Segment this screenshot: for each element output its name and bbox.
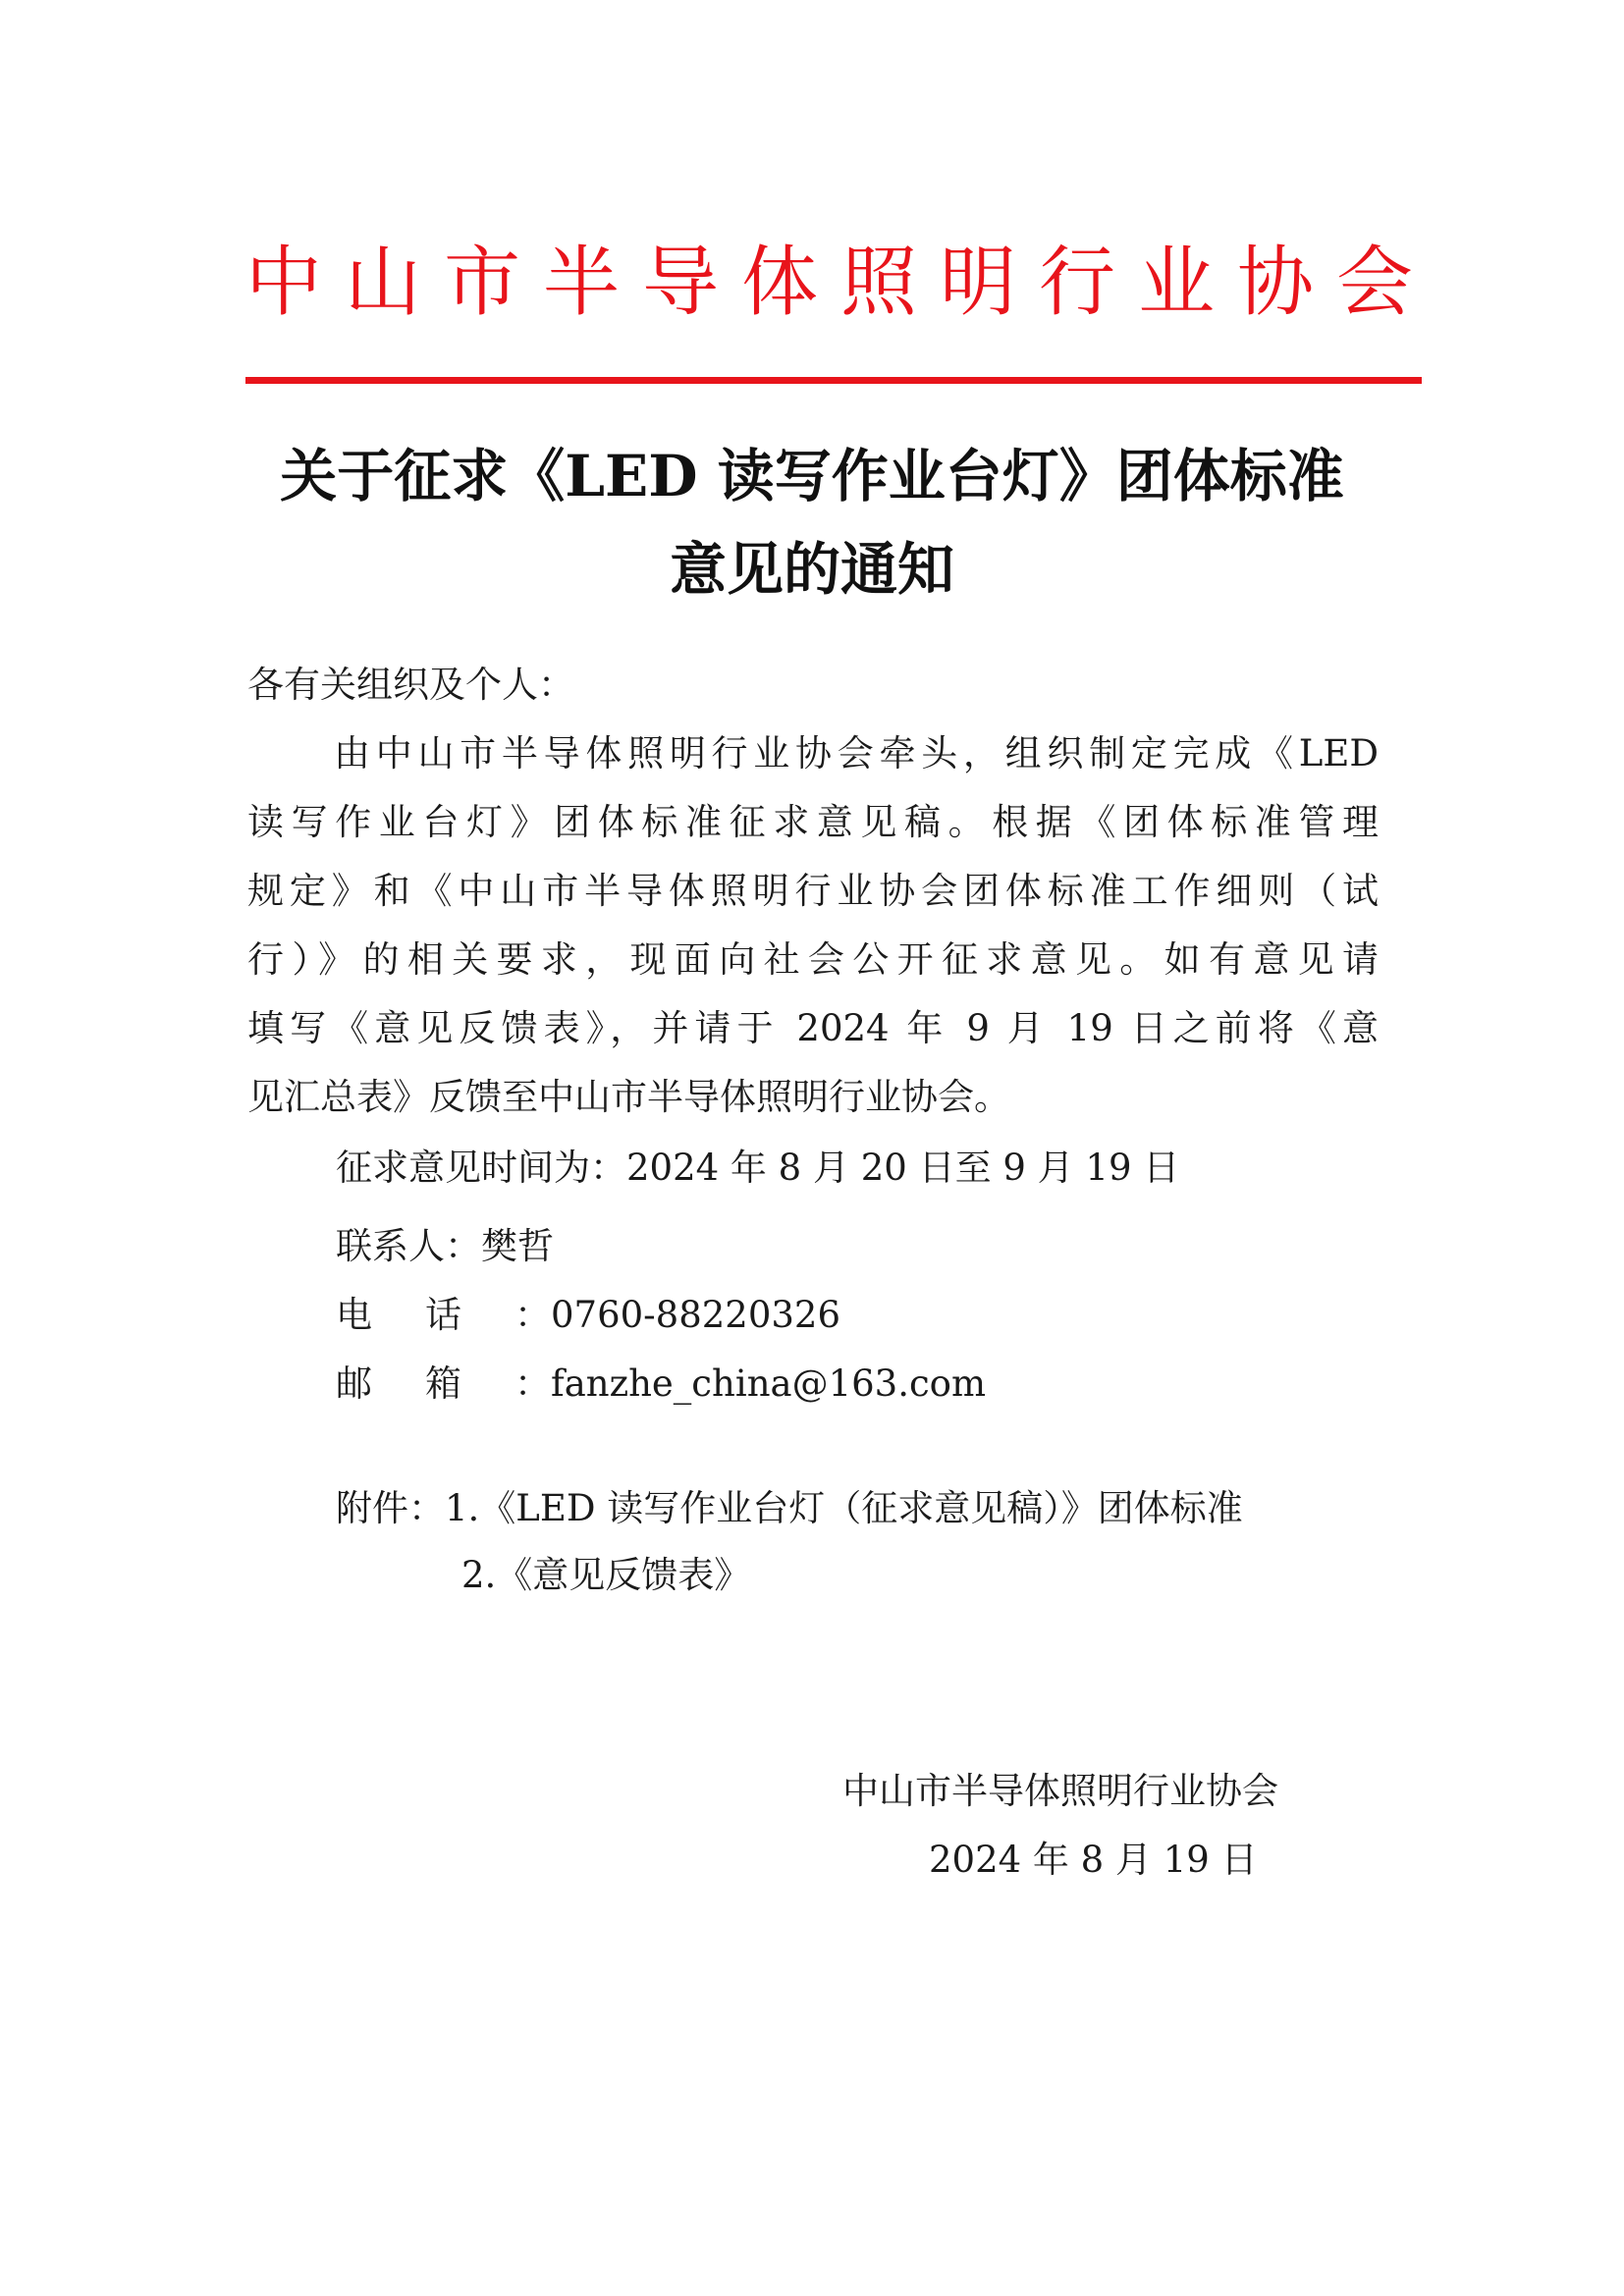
attachment-item-1	[336, 1474, 1243, 1543]
comment-period: 征求意见时间为：2024 年 8 月 20 日至 9 月 19 日	[336, 1147, 1180, 1189]
salutation: 各有关组织及个人：	[247, 664, 574, 706]
email-label: 邮箱	[336, 1362, 514, 1405]
issuing-org-header: 中山市半导体照明行业协会	[245, 239, 1436, 327]
red-divider-line	[245, 377, 1422, 384]
contact-person-name: 樊哲	[481, 1225, 554, 1267]
attachment-1-text: 1.《LED 读写作业台灯（征求意见稿）》团体标准	[445, 1487, 1243, 1529]
email-address: ：fanzhe_china@163.com	[514, 1362, 987, 1405]
paragraph-line: 规定》和《中山市半导体照明行业协会团体标准工作细则（试	[247, 870, 1379, 912]
paragraph-line: 行）》的相关要求，现面向社会公开征求意见。如有意见请	[247, 938, 1379, 981]
document-title-line-1: 关于征求《LED 读写作业台灯》团体标准	[280, 443, 1344, 509]
attachment-item-2: 2.《意见反馈表》	[461, 1554, 751, 1596]
contact-person-label: 联系人：	[336, 1225, 481, 1267]
phone-number: ：0760-88220326	[514, 1294, 840, 1336]
contact-email	[336, 1350, 986, 1418]
paragraph-line: 读写作业台灯》团体标准征求意见稿。根据《团体标准管理	[247, 801, 1379, 843]
contact-phone	[336, 1281, 840, 1350]
signature-date: 2024 年 8 月 19 日	[929, 1839, 1258, 1881]
attachments-label: 附件：	[336, 1487, 445, 1529]
paragraph-line: 由中山市半导体照明行业协会牵头，组织制定完成《LED	[334, 732, 1379, 774]
signature-org: 中山市半导体照明行业协会	[842, 1770, 1278, 1812]
contact-person	[336, 1212, 554, 1281]
document-title-line-2: 意见的通知	[669, 536, 954, 603]
paragraph-line: 见汇总表》反馈至中山市半导体照明行业协会。	[247, 1076, 1010, 1118]
paragraph-line: 填写《意见反馈表》，并请于 2024 年 9 月 19 日之前将《意	[247, 1007, 1379, 1049]
phone-label: 电话	[336, 1294, 514, 1336]
